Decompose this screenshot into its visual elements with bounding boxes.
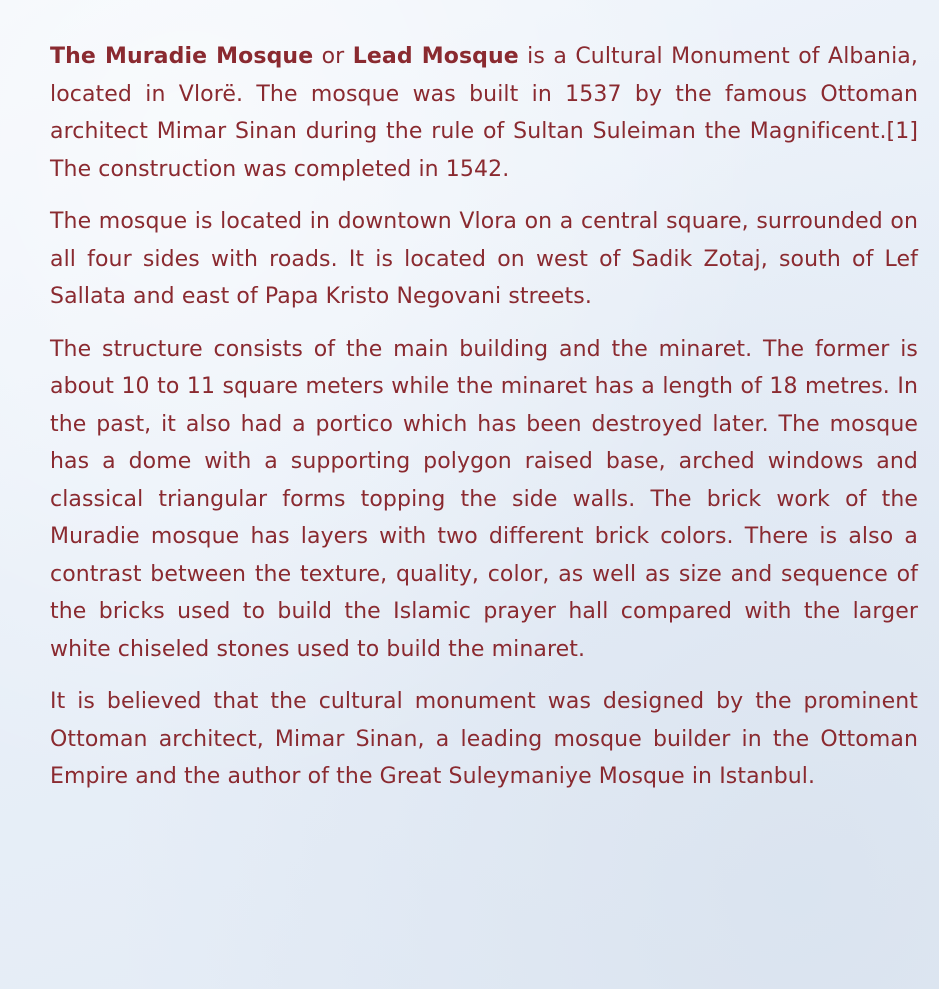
paragraph-structure: The structure consists of the main building and the minaret. The former is about 10 to 11 square meters while the minaret has a length of 18 metres. In the past, it also had a portico which has been destroyed later. The mosque has a dome with a supporting polygon raised base, arched windows and classical triangular forms topping the side walls. The brick work of the Muradie mosque has layers with two different brick colors. There is also a contrast between the texture, quality, color, as well as size and sequence of the bricks used to build the Islamic prayer hall compared with the larger white chiseled stones used to build the minaret. — [50, 336, 918, 662]
connector-text: or — [313, 44, 353, 69]
sign-text — [50, 38, 918, 811]
paragraph-location: The mosque is located in downtown Vlora on a central square, surrounded on all four sides with roads. It is located on west of Sadik Zotaj, south of Lef Sallata and east of Papa Kristo Negovani streets. — [50, 209, 918, 309]
alt-name-bold: Lead Mosque — [352, 44, 519, 69]
paragraph-architect: It is believed that the cultural monument was designed by the prominent Ottoman architect, Mimar Sinan, a leading mosque builder in the Ottoman Empire and the author of the Great Suleymaniye Mosque in Istanbul. — [50, 689, 918, 789]
intro-text: is a Cultural Monument of Albania, located in Vlorë. The mosque was built in 1537 by the famous Ottoman architect Mimar Sinan during the rule of Sultan Suleiman the Magnificent.[1] The construction was completed in 1542. — [50, 44, 918, 182]
paragraph-intro — [50, 38, 918, 188]
mosque-name-bold: The Muradie Mosque — [50, 44, 314, 69]
